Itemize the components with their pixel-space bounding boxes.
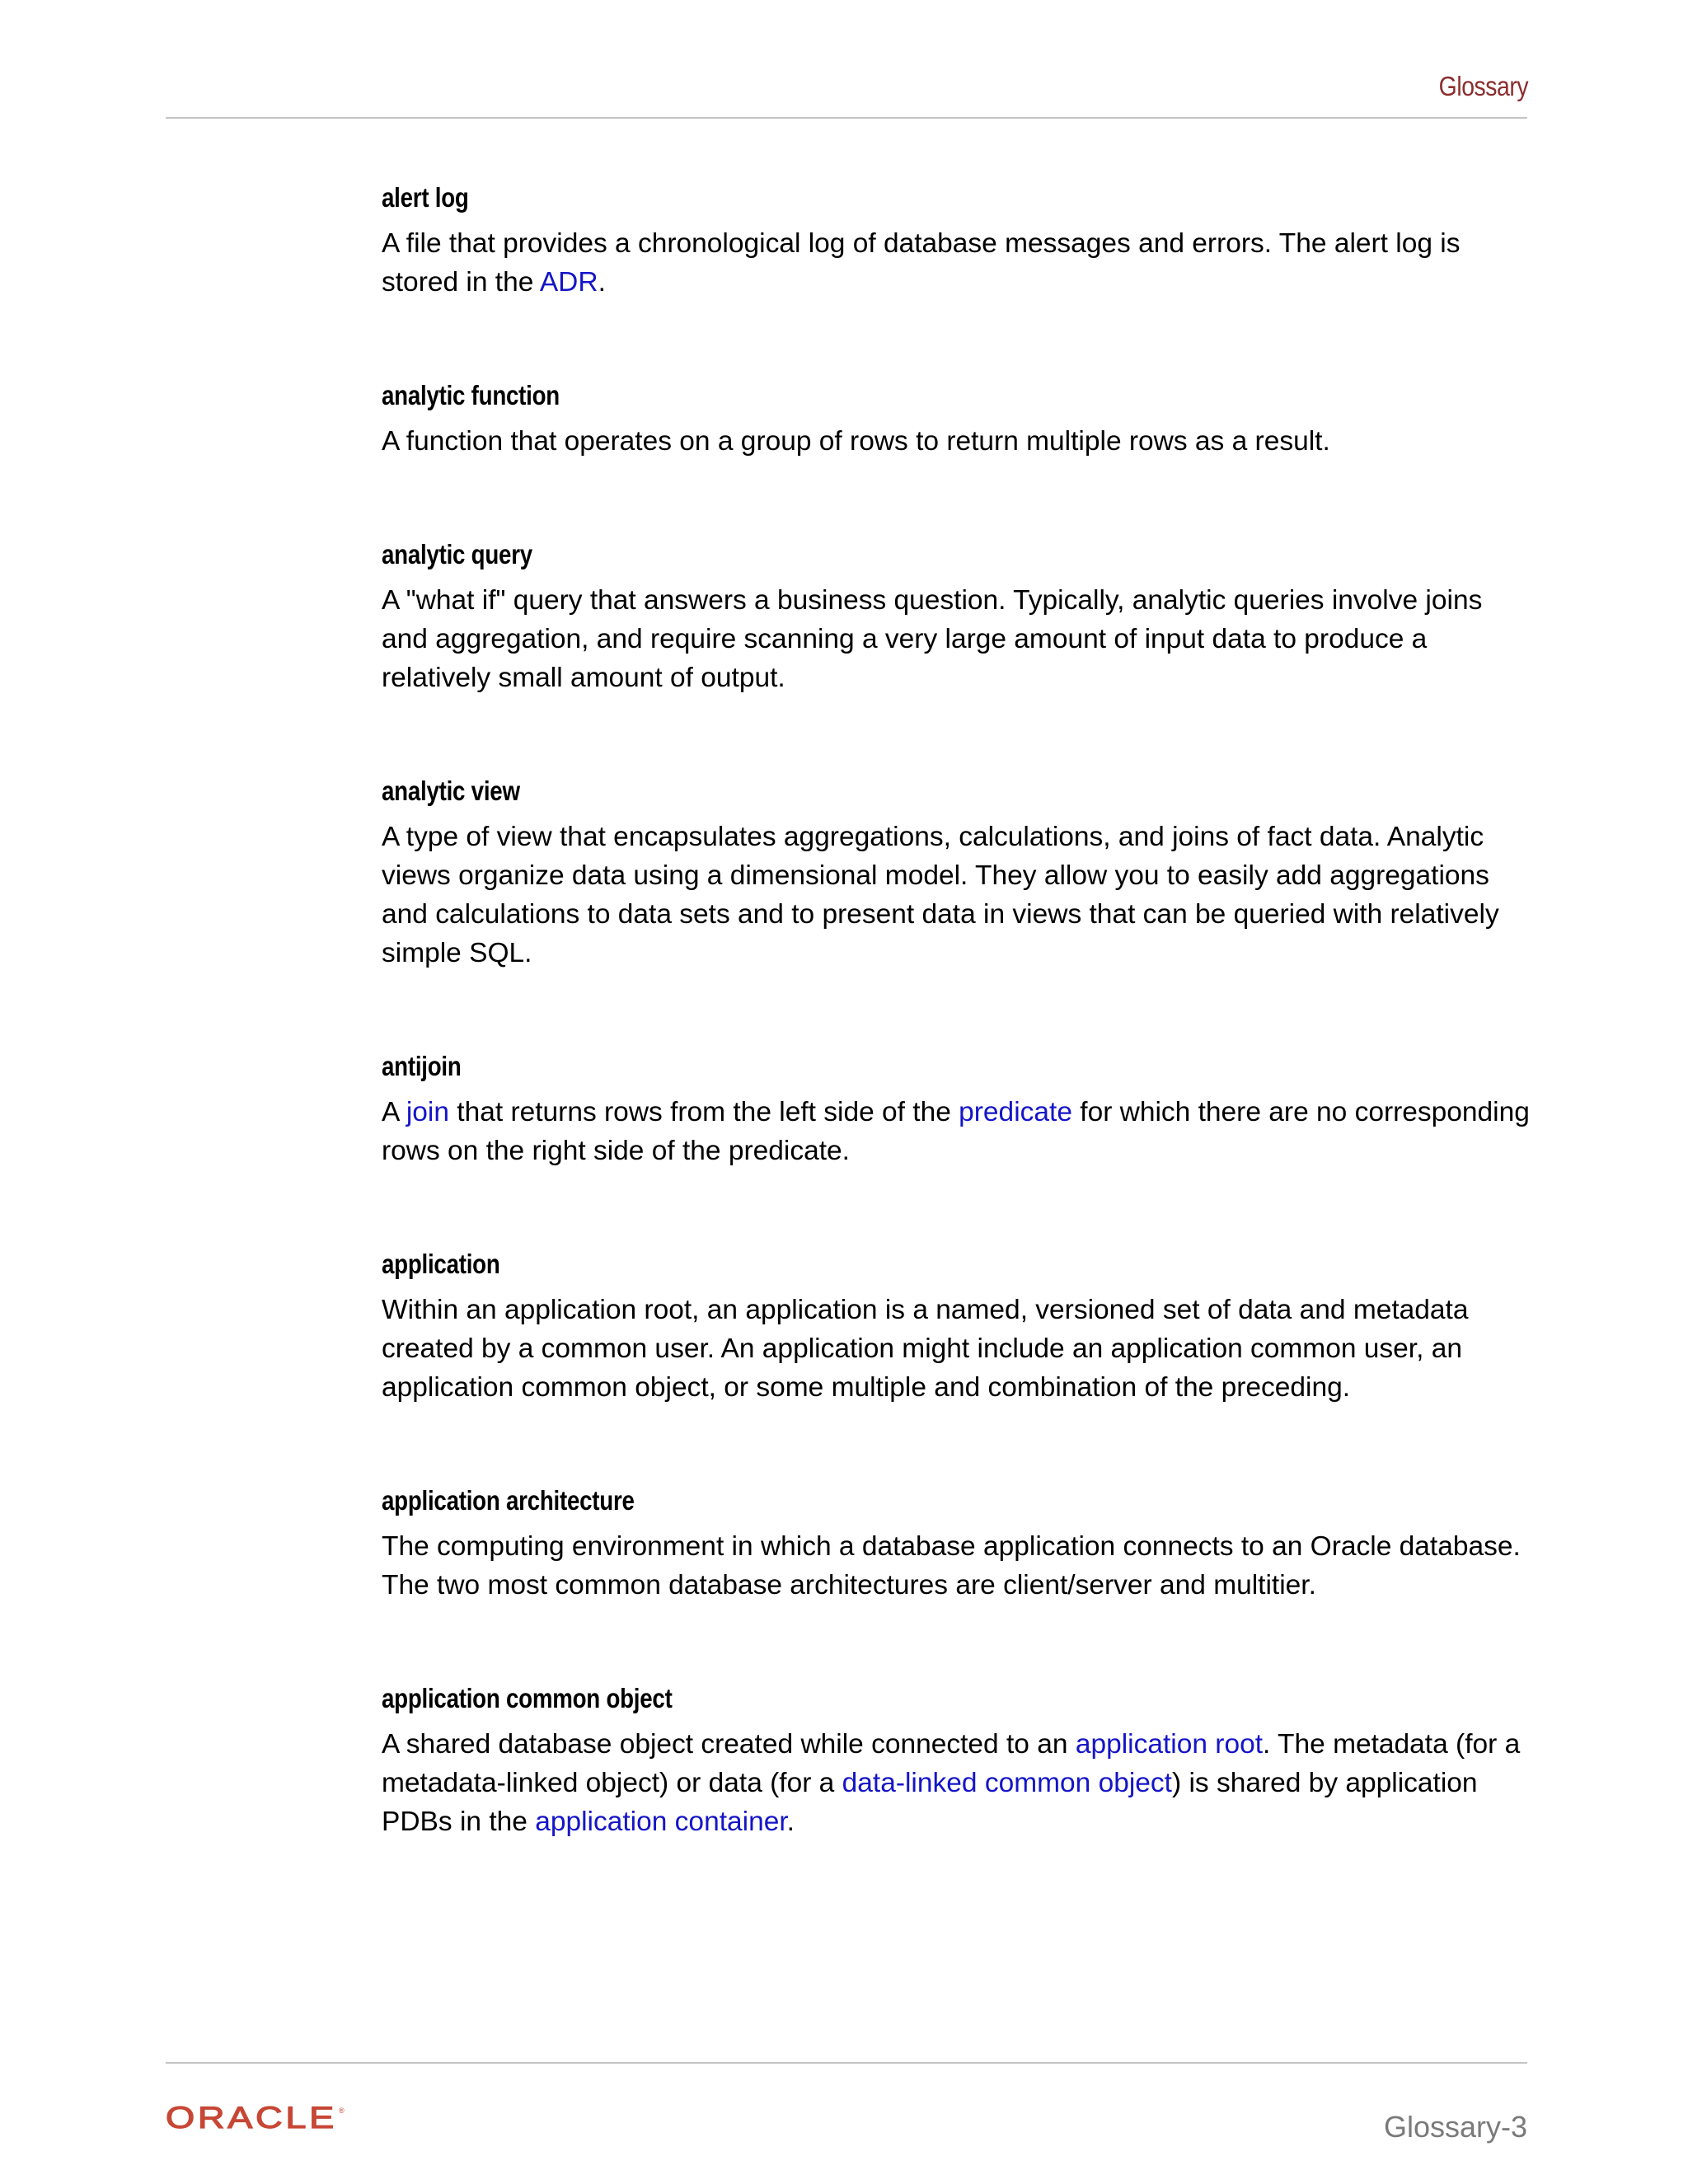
svg-text:ORACLE: ORACLE [166,2103,337,2131]
glossary-definition [382,818,1536,972]
definition-text: A [382,1097,406,1127]
glossary-entry-application [382,1248,1536,1407]
definition-text: A shared database object created while connected to an [382,1729,1076,1760]
glossary-definition [382,1093,1536,1170]
glossary-definition [382,224,1536,302]
page-number: Glossary-3 [1383,2110,1527,2144]
glossary-entry-analytic-view [382,775,1536,972]
definition-text: A type of view that encapsulates aggregations, calculations, and joins of fact data. Analytic views organize data using a dimensional model. They allow you to easily add aggregations and calculations to data sets and to present data in views that can be queried with relatively simple SQL. [382,822,1499,968]
definition-text: for which there are no corresponding rows on the right side of the predicate. [382,1097,1530,1166]
glossary-entry-alert-log [382,181,1536,302]
link-adr[interactable]: ADR [539,267,598,298]
definition-text: . The metadata (for a metadata-linked object) or data (for a [382,1729,1521,1798]
glossary-entries [382,181,1536,1919]
definition-text: that returns rows from the left side of the [448,1097,959,1127]
link-join[interactable]: join [406,1097,449,1127]
glossary-entry-application-common-object [382,1682,1536,1841]
glossary-definition [382,1291,1536,1407]
definition-text: A "what if" query that answers a business question. Typically, analytic queries involve joins and aggregation, and require scanning a very large amount of input data to produce a relatively small amount of output. [382,585,1483,693]
glossary-definition [382,581,1536,697]
definition-text: ) is shared by application PDBs in the [382,1768,1478,1837]
glossary-entry-antijoin [382,1050,1536,1170]
glossary-definition [382,1725,1536,1841]
glossary-term: application common object [382,1683,673,1713]
definition-text: The computing environment in which a database application connects to an Oracle database. The two most common database architectures are client/server and multitier. [382,1531,1521,1601]
glossary-term: antijoin [382,1051,462,1081]
glossary-entry-analytic-query [382,538,1536,697]
glossary-term: analytic function [382,380,560,410]
definition-text: . [786,1807,795,1837]
glossary-term: alert log [382,182,469,213]
link-application-container[interactable]: application container [535,1807,787,1837]
definition-text: A function that operates on a group of rows to return multiple rows as a result. [382,426,1330,457]
glossary-term: application architecture [382,1485,635,1516]
header-rule [166,117,1527,119]
glossary-entry-application-architecture [382,1484,1536,1605]
svg-text:®: ® [339,2107,345,2115]
link-data-linked-common-object[interactable]: data-linked common object [842,1768,1172,1798]
footer-rule [166,2062,1527,2064]
running-header-title: Glossary [1438,71,1528,101]
glossary-definition [382,422,1536,461]
definition-text: A file that provides a chronological log of database messages and errors. The alert log is stored in the [382,228,1461,298]
glossary-term: analytic query [382,539,532,569]
glossary-term: application [382,1249,500,1279]
definition-text: . [598,267,606,298]
glossary-term: analytic view [382,776,520,806]
glossary-entry-analytic-function [382,379,1536,461]
link-application-root[interactable]: application root [1075,1729,1264,1760]
glossary-definition [382,1527,1536,1605]
link-predicate[interactable]: predicate [959,1097,1072,1127]
oracle-logo [166,2103,347,2135]
definition-text: Within an application root, an application is a named, versioned set of data and metadata created by a common user. An application might include an application common user, an application common object, or some multiple and combination of the preceding. [382,1295,1469,1403]
